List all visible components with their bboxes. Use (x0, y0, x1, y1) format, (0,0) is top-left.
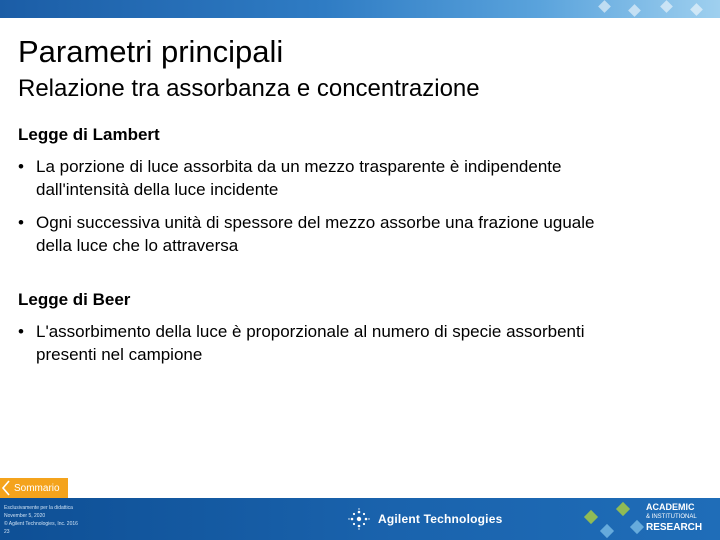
research-label: RESEARCH (646, 522, 703, 533)
academic-label: ACADEMIC (646, 502, 695, 512)
decor-diamond (584, 510, 598, 524)
slide-subtitle: Relazione tra assorbanza e concentrazione (18, 75, 480, 102)
section-heading-lambert: Legge di Lambert (18, 125, 160, 144)
decor-diamond (600, 524, 614, 538)
footer-line: © Agilent Technologies, Inc. 2016 (4, 521, 78, 527)
decor-diamond (630, 520, 644, 534)
agilent-spark-icon (348, 508, 370, 530)
bullet-item (18, 155, 708, 201)
sommario-label: Sommario (14, 482, 60, 494)
decor-square (598, 0, 611, 13)
decor-diamond (616, 502, 630, 516)
sommario-button[interactable] (0, 478, 68, 498)
slide-title: Parametri principali (18, 34, 284, 69)
bullet-text-line: La porzione di luce assorbita da un mezzo trasparente è indipendente (36, 157, 562, 176)
decor-square (660, 0, 673, 13)
section-heading-beer: Legge di Beer (18, 290, 131, 309)
bullet-marker: • (18, 213, 24, 232)
bullet-item (18, 320, 708, 366)
bullet-text-line: presenti nel campione (36, 345, 203, 364)
bullet-text-line: L'assorbimento della luce è proporzionale al numero di specie assorbenti (36, 322, 585, 341)
academic-research-logo (646, 502, 716, 534)
top-decorative-band (0, 0, 720, 18)
bullet-text-line: della luce che lo attraversa (36, 236, 239, 255)
bullet-item (18, 211, 708, 257)
bullet-marker: • (18, 322, 24, 341)
footer-line: November 5, 2020 (4, 513, 46, 519)
footer-line: Esclusivamente per la didattica (4, 505, 73, 511)
institutional-label: & INSTITUTIONAL (646, 514, 697, 520)
chevron-left-icon (0, 478, 12, 498)
decor-square (628, 4, 641, 17)
agilent-logo (348, 508, 502, 530)
footer-bar (0, 498, 720, 540)
footer-line: 23 (4, 529, 10, 535)
bullet-text-line: dall'intensità della luce incidente (36, 180, 279, 199)
decor-square (690, 3, 703, 16)
bullet-marker: • (18, 157, 24, 176)
footer-info (4, 504, 78, 536)
company-name: Agilent Technologies (378, 512, 503, 526)
bullet-text-line: Ogni successiva unità di spessore del mezzo assorbe una frazione uguale (36, 213, 595, 232)
